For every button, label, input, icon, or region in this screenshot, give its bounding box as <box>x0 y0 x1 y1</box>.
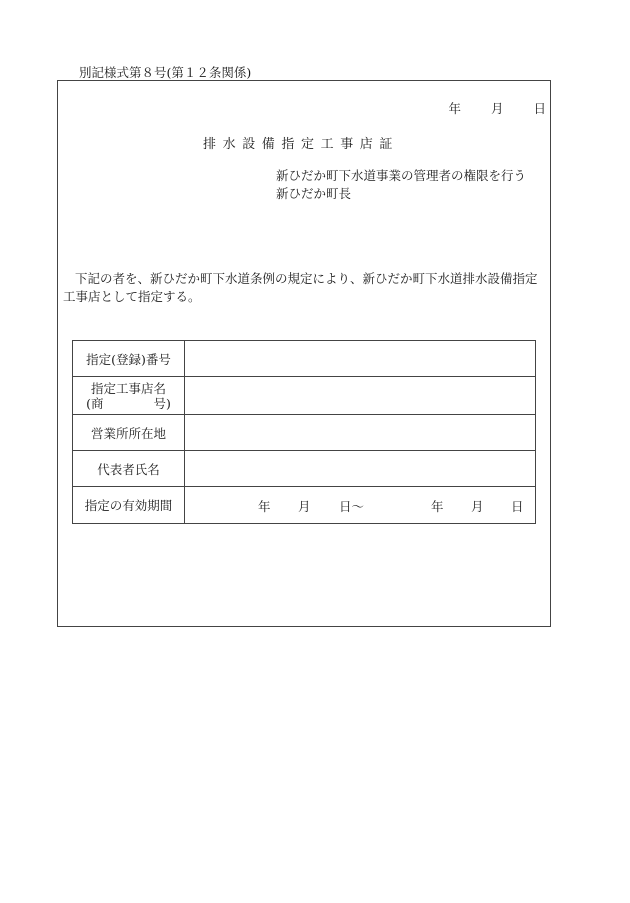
row-label-shop-name <box>73 377 185 415</box>
period-to-month: 月 <box>471 499 484 514</box>
period-to-year: 年 <box>431 499 444 514</box>
field-valid-period[interactable] <box>185 487 536 524</box>
date-year: 年 <box>448 101 461 116</box>
row-label-number: 指定(登録)番号 <box>73 341 185 377</box>
field-office-address[interactable] <box>185 415 536 451</box>
field-number[interactable] <box>185 341 536 377</box>
table-row <box>73 487 536 524</box>
table-row <box>73 341 536 377</box>
field-shop-name[interactable] <box>185 377 536 415</box>
issuer-block <box>276 167 526 203</box>
row-label-representative: 代表者氏名 <box>73 451 185 487</box>
table-row <box>73 415 536 451</box>
row-label-office-address: 営業所所在地 <box>73 415 185 451</box>
field-representative[interactable] <box>185 451 536 487</box>
issuer-line-1: 新ひだか町下水道事業の管理者の権限を行う <box>276 168 527 183</box>
table-row <box>73 377 536 415</box>
trade-name-label: (商 号) <box>86 395 171 411</box>
valid-period-values <box>185 487 535 523</box>
designation-table <box>72 340 536 524</box>
form-number-label: 別記様式第８号(第１２条関係) <box>79 65 252 80</box>
period-from-month: 月 <box>298 499 311 514</box>
date-month: 月 <box>490 101 504 116</box>
period-from-day: 日～ <box>339 499 365 514</box>
period-from-year: 年 <box>258 499 271 514</box>
table-row <box>73 451 536 487</box>
date-day: 日 <box>533 101 546 116</box>
shop-name-label: 指定工事店名 <box>90 380 166 396</box>
designation-statement: 下記の者を、新ひだか町下水道条例の規定により、新ひだか町下水道排水設備指定工事店として指定する。 <box>63 271 538 304</box>
document-title: 排水設備指定工事店証 <box>203 137 400 152</box>
issuer-line-2: 新ひだか町長 <box>276 186 352 201</box>
row-label-valid-period: 指定の有効期間 <box>73 487 185 524</box>
issue-date-line <box>0 99 546 117</box>
period-to-day: 日 <box>511 499 524 514</box>
